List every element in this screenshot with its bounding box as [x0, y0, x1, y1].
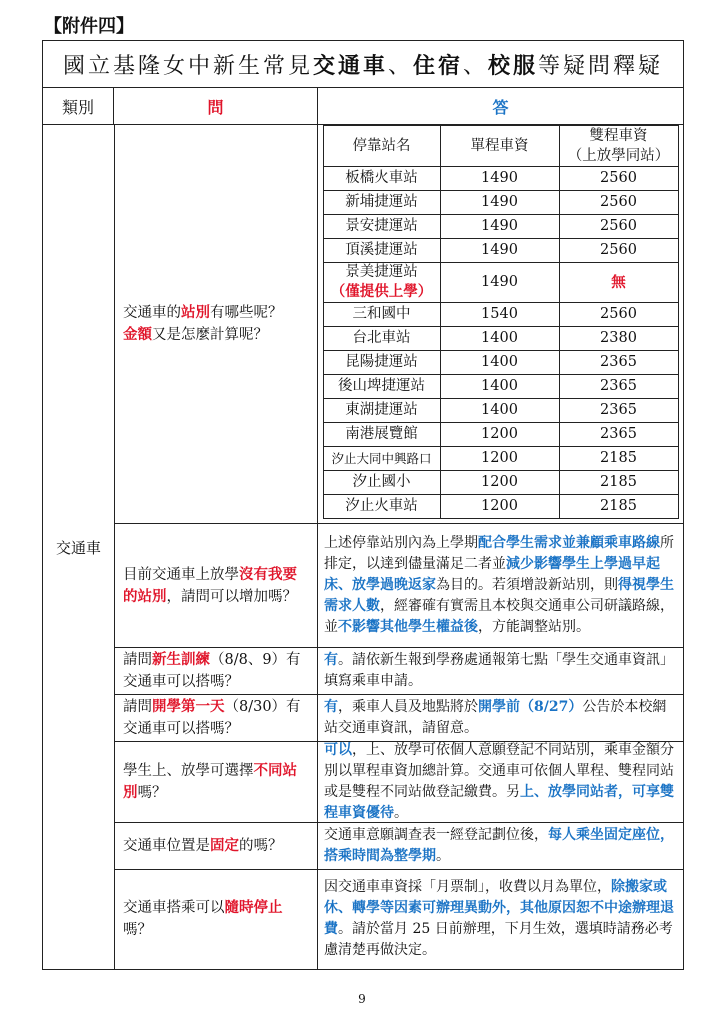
answer-cell: 上述停靠站別內為上學期配合學生需求並兼顧乘車路線所排定，以達到儘量滿足二者並減少影響學生上學過早起床、放學過晚返家為目的。若須增設新站別，則得視學生需求人數，經審確有實需且本校與交通車公司研議路線，並不影響其他學生權益後，方能調整站別。: [324, 535, 674, 636]
fare-row: [323, 375, 678, 399]
fare-single: 1490: [440, 191, 559, 215]
fare-row: [323, 239, 678, 263]
fare-round: 2560: [559, 167, 678, 191]
category-cell: 交通車: [43, 125, 115, 969]
fare-round: 2380: [559, 327, 678, 351]
fare-stop: 景安捷運站: [323, 215, 440, 239]
fare-round: 2185: [559, 471, 678, 495]
fare-round: 2560: [559, 215, 678, 239]
fare-stop: 汐止國小: [323, 471, 440, 495]
fare-round: 無: [559, 263, 678, 303]
table-row: [115, 125, 683, 524]
fare-stop: 台北車站: [323, 327, 440, 351]
page-title: [43, 41, 683, 88]
question-cell: 交通車搭乘可以隨時停止嗎？: [115, 870, 318, 969]
fare-row: [323, 351, 678, 375]
attachment-label: 【附件四】: [44, 16, 134, 37]
question-cell: 學生上、放學可選擇不同站別嗎？: [115, 742, 318, 822]
fare-round: 2365: [559, 351, 678, 375]
answer-cell: 交通車意願調查表一經登記劃位後，每人乘坐固定座位，搭乘時間為整學期。: [324, 826, 674, 864]
fare-stop: 昆陽捷運站: [323, 351, 440, 375]
fare-stop: 南港展覽館: [323, 423, 440, 447]
fare-single: 1200: [440, 495, 559, 519]
title-part: 住宿: [412, 52, 463, 79]
fare-row: [323, 447, 678, 471]
question-cell: 交通車的站別有哪些呢？ 金額又是怎麼計算呢？: [115, 125, 318, 523]
answer-cell: [318, 125, 683, 523]
table-row: [115, 823, 683, 870]
table-header: [43, 88, 683, 125]
fare-header-stop: 停靠站名: [323, 126, 440, 167]
question-cell: 請問新生訓練（8/8、9）有交通車可以搭嗎？: [115, 648, 318, 694]
fare-single: 1490: [440, 167, 559, 191]
header-question: 問: [114, 88, 318, 124]
fare-row: [323, 327, 678, 351]
fare-row: [323, 471, 678, 495]
answer-cell: 因交通車車資採「月票制」，收費以月為單位，除搬家或休、轉學等因素可辦理異動外，其他原因恕不中途辦理退費。請於當月 25 日前辦理，下月生效，選填時請務必考慮清楚再做決定。: [324, 879, 674, 959]
fare-single: 1540: [440, 303, 559, 327]
title-part: 校服: [488, 52, 539, 79]
fare-round: 2365: [559, 399, 678, 423]
title-part: 國立基隆女中新生常見: [62, 53, 313, 79]
fare-single: 1490: [440, 263, 559, 303]
fare-round: 2560: [559, 191, 678, 215]
table-row: [115, 742, 683, 823]
title-part: 、: [387, 53, 413, 79]
fare-round: 2365: [559, 423, 678, 447]
table-row: [115, 695, 683, 742]
fare-round: 2365: [559, 375, 678, 399]
fare-stop: 東湖捷運站: [323, 399, 440, 423]
fare-single: 1490: [440, 215, 559, 239]
fare-single: 1400: [440, 375, 559, 399]
fare-stop: 三和國中: [323, 303, 440, 327]
fare-round: 2185: [559, 447, 678, 471]
fare-stop: 景美捷運站 （僅提供上學）: [323, 263, 440, 303]
header-category: 類別: [43, 88, 114, 124]
fare-stop: 新埔捷運站: [323, 191, 440, 215]
question-cell: 請問開學第一天（8/30）有交通車可以搭嗎？: [115, 695, 318, 741]
fare-single: 1400: [440, 399, 559, 423]
fare-row: [323, 167, 678, 191]
table-row: [115, 870, 683, 969]
page-number: 9: [358, 992, 366, 1006]
fare-single: 1200: [440, 471, 559, 495]
title-part: 交通車: [312, 52, 388, 79]
answer-cell: 可以，上、放學可依個人意願登記不同站別，乘車金額分別以單程車資加總計算。交通車可依個人單程、雙程同站或是雙程不同站做登記繳費。另上、放學同站者，可享雙程車資優待。: [324, 741, 674, 821]
fare-single: 1400: [440, 351, 559, 375]
fare-stop: 後山埤捷運站: [323, 375, 440, 399]
fare-round: 2560: [559, 239, 678, 263]
fare-row: [323, 263, 678, 303]
fare-single: 1200: [440, 447, 559, 471]
table-row: [115, 524, 683, 648]
fare-row: [323, 423, 678, 447]
fare-row: [323, 215, 678, 239]
fare-row: [323, 191, 678, 215]
title-part: 等疑問釋疑: [538, 53, 664, 79]
fare-table: [323, 125, 679, 519]
fare-stop: 汐止火車站: [323, 495, 440, 519]
fare-row: [323, 399, 678, 423]
answer-cell: 有，乘車人員及地點將於開學前（8/27）公告於本校網站交通車資訊，請留意。: [324, 698, 667, 736]
fare-single: 1200: [440, 423, 559, 447]
fare-header-single: 單程車資: [440, 126, 559, 167]
title-part: 、: [463, 53, 489, 79]
faq-table: [42, 40, 684, 970]
fare-round: 2560: [559, 303, 678, 327]
question-cell: 目前交通車上放學沒有我要的站別，請問可以增加嗎？: [115, 524, 318, 647]
fare-single: 1490: [440, 239, 559, 263]
question-cell: 交通車位置是固定的嗎？: [115, 823, 318, 869]
fare-stop: 汐止大同中興路口: [323, 447, 440, 471]
header-answer: 答: [492, 97, 509, 117]
answer-cell: 有。請依新生報到學務處通報第七點「學生交通車資訊」填寫乘車申請。: [324, 651, 674, 689]
fare-single: 1400: [440, 327, 559, 351]
fare-row: [323, 303, 678, 327]
fare-header-round: 雙程車資 （上放學同站）: [559, 126, 678, 167]
fare-stop: 板橋火車站: [323, 167, 440, 191]
fare-round: 2185: [559, 495, 678, 519]
table-row: [115, 648, 683, 695]
fare-row: [323, 495, 678, 519]
fare-stop: 頂溪捷運站: [323, 239, 440, 263]
